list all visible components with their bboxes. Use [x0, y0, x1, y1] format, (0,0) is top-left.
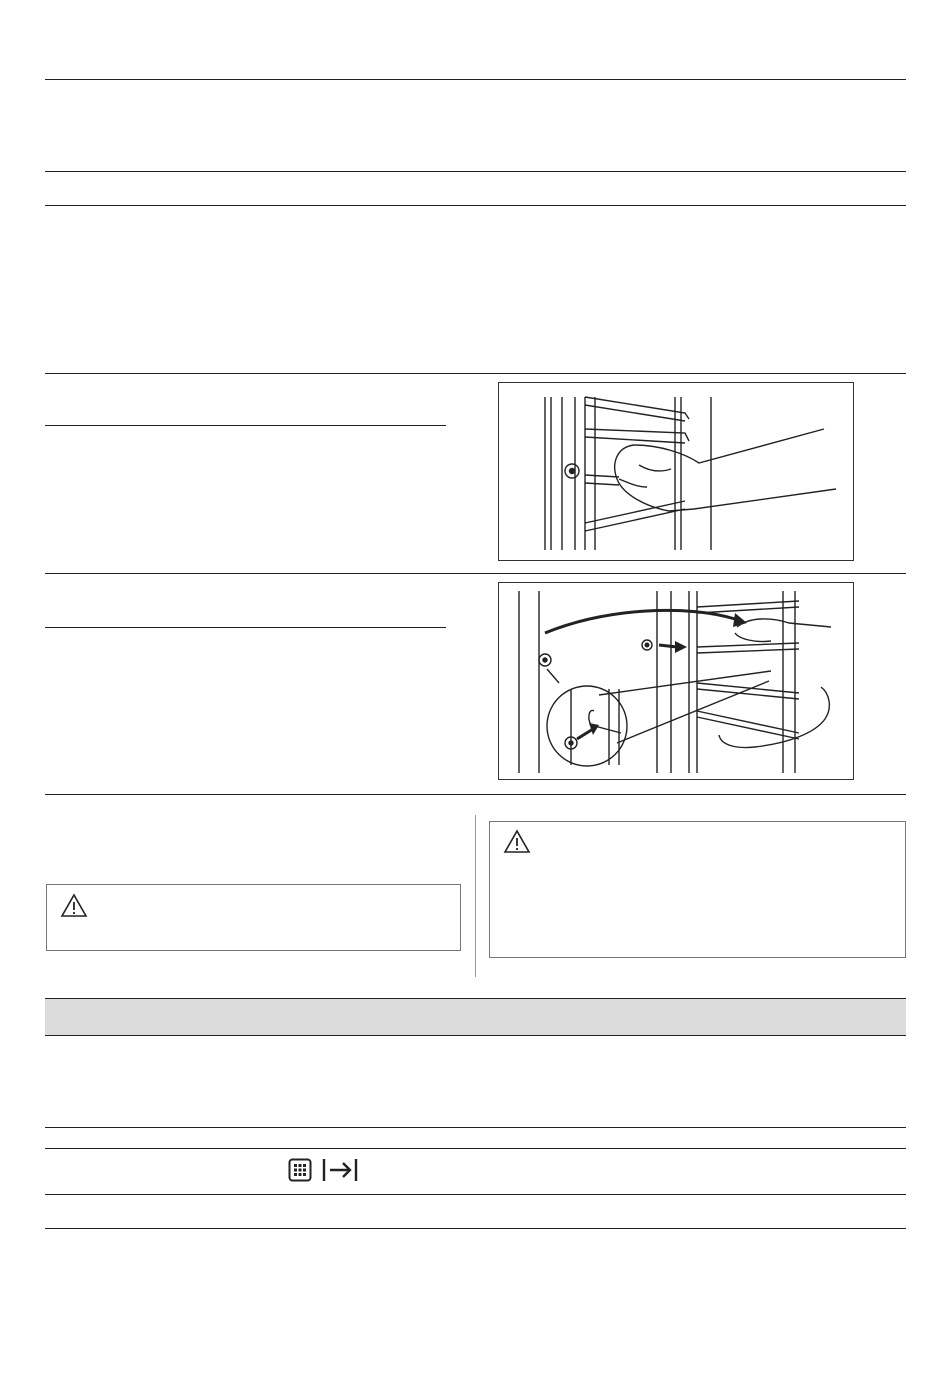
warning-triangle-icon: [503, 829, 531, 854]
figure-remove-shelf-support: [498, 382, 854, 561]
section-rule: [45, 171, 906, 172]
section-rule: [45, 205, 906, 206]
section-rule: [45, 573, 906, 574]
warning-box-right: [489, 821, 906, 958]
column-divider: [475, 815, 476, 977]
arrow-to-bar-icon: [322, 1157, 358, 1183]
section-rule: [45, 1228, 906, 1229]
step-rule: [45, 425, 446, 426]
section-rule: [45, 1127, 906, 1128]
step-rule: [45, 627, 446, 628]
control-icons: [288, 1157, 358, 1183]
section-rule: [45, 1194, 906, 1195]
section-rule: [45, 373, 906, 374]
figure-install-shelf-support: [498, 582, 854, 780]
oven-shelf-install-illustration: [499, 583, 853, 779]
warning-triangle-icon: [60, 893, 88, 918]
oven-shelf-illustration: [499, 383, 853, 560]
table-header-band: [45, 998, 906, 1036]
keypad-grid-icon: [288, 1158, 312, 1182]
section-rule: [45, 794, 906, 795]
section-rule: [45, 1148, 906, 1149]
section-rule: [45, 79, 906, 80]
warning-box-left: [46, 884, 461, 951]
